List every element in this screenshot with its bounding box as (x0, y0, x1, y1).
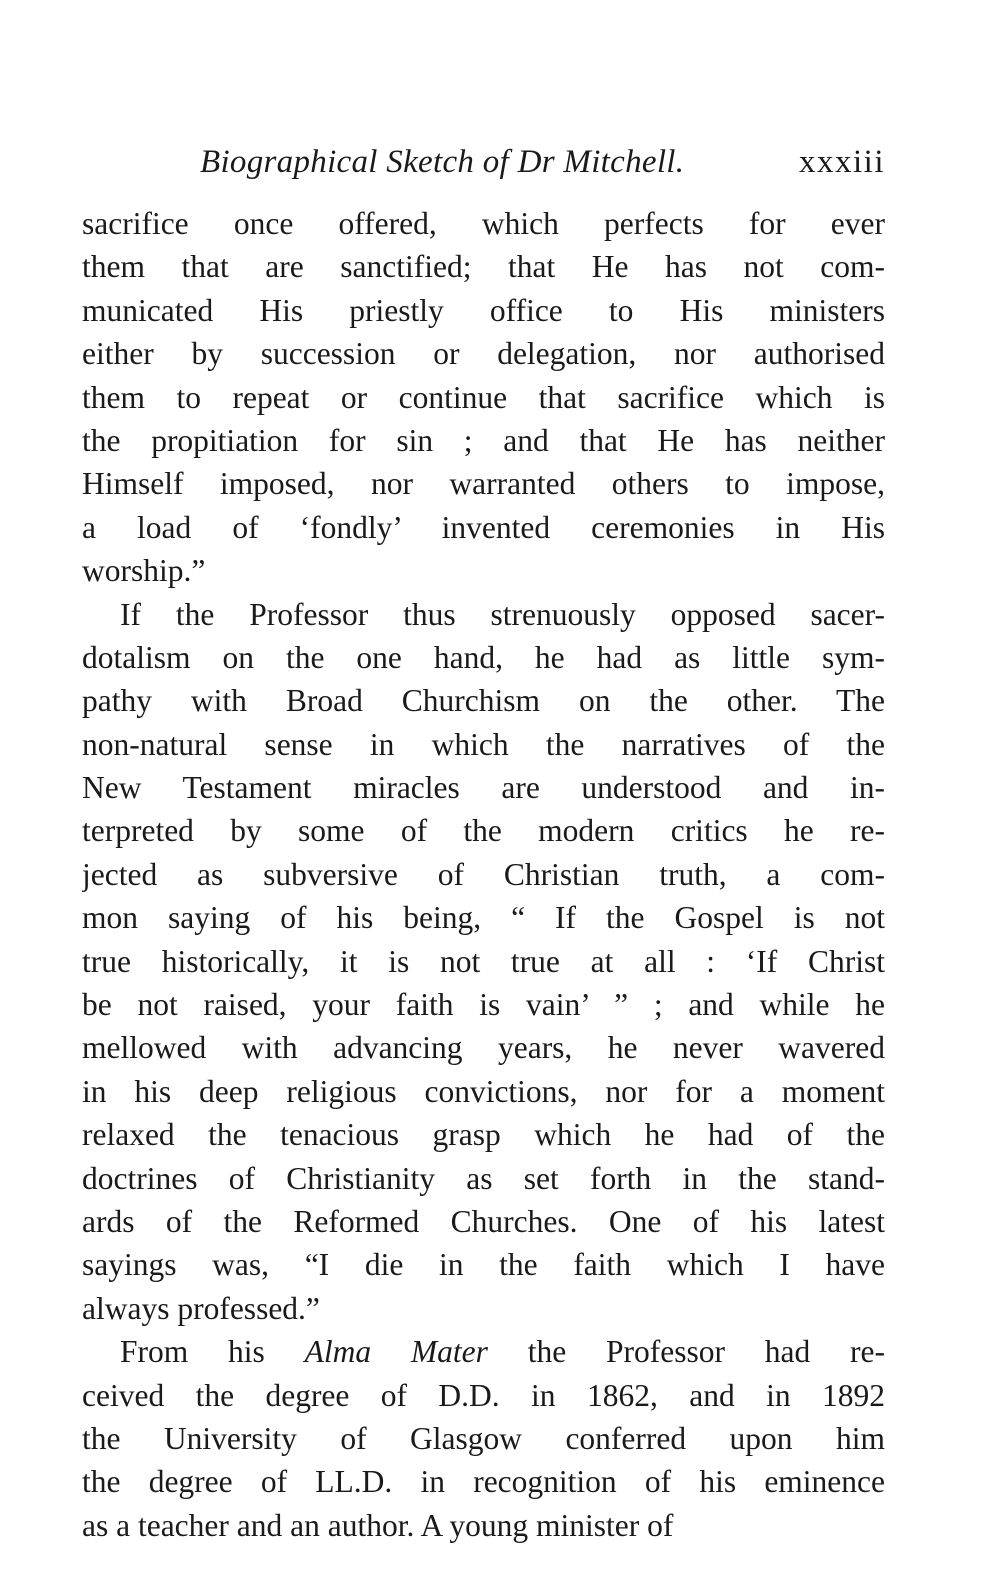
text-line: either by succession or delegation, nor authorised (82, 336, 885, 372)
text-line: be not raised, your faith is vain’ ” ; and while he (82, 987, 885, 1023)
text-line: doctrines of Christianity as set forth in the stand- (82, 1160, 885, 1196)
paragraph (82, 593, 885, 1331)
text-line: non-natural sense in which the narratives of the (82, 726, 885, 762)
text-line: relaxed the tenacious grasp which he had of the (82, 1117, 885, 1153)
book-page (82, 140, 885, 1547)
running-head (82, 140, 885, 192)
text-line: as a teacher and an author. A young minister of (82, 1507, 674, 1543)
text-line: a load of ‘fondly’ invented ceremonies in His (82, 509, 885, 545)
text-line: the degree of LL.D. in recognition of his eminence (82, 1464, 885, 1500)
text-line: them that are sanctified; that He has not com- (82, 249, 885, 285)
text-line: terpreted by some of the modern critics he re- (82, 813, 885, 849)
text-line: sacrifice once offered, which perfects for ever (82, 206, 885, 241)
text-line: If the Professor thus strenuously opposed sacer- (120, 596, 885, 632)
text-line: worship.” (82, 553, 206, 589)
paragraph (82, 202, 885, 593)
text-line: ceived the degree of D.D. in 1862, and in 1892 (82, 1377, 885, 1413)
text-line: pathy with Broad Churchism on the other. The (82, 683, 885, 719)
text-line: in his deep religious convictions, nor for a moment (82, 1073, 885, 1109)
page-number: xxxiii (798, 144, 885, 180)
text-line: municated His priestly office to His ministers (82, 292, 885, 328)
text-line: always professed.” (82, 1290, 320, 1326)
line-segment: the Professor had re- (487, 1334, 885, 1370)
text-line: the propitiation for sin ; and that He has neither (82, 422, 885, 458)
italic-phrase: Alma Mater (304, 1334, 488, 1370)
text-line: dotalism on the one hand, he had as little sym- (82, 639, 885, 675)
text-line: Himself imposed, nor warranted others to impose, (82, 466, 885, 502)
paragraph (82, 1330, 885, 1547)
text-line: sayings was, “I die in the faith which I have (82, 1247, 885, 1283)
body-text (82, 202, 885, 1547)
text-line (82, 1330, 885, 1373)
text-line: mellowed with advancing years, he never wavered (82, 1030, 885, 1066)
text-line: them to repeat or continue that sacrifice which is (82, 379, 885, 415)
line-segment: From his (120, 1334, 305, 1370)
text-line: jected as subversive of Christian truth, a com- (82, 856, 885, 892)
text-line: true historically, it is not true at all : ‘If Christ (82, 943, 885, 979)
text-line: ards of the Reformed Churches. One of his latest (82, 1203, 885, 1239)
text-line: the University of Glasgow conferred upon him (82, 1420, 885, 1456)
text-line: New Testament miracles are understood and in- (82, 770, 885, 806)
text-line: mon saying of his being, “ If the Gospel is not (82, 900, 885, 936)
running-title: Biographical Sketch of Dr Mitchell. (200, 144, 685, 180)
